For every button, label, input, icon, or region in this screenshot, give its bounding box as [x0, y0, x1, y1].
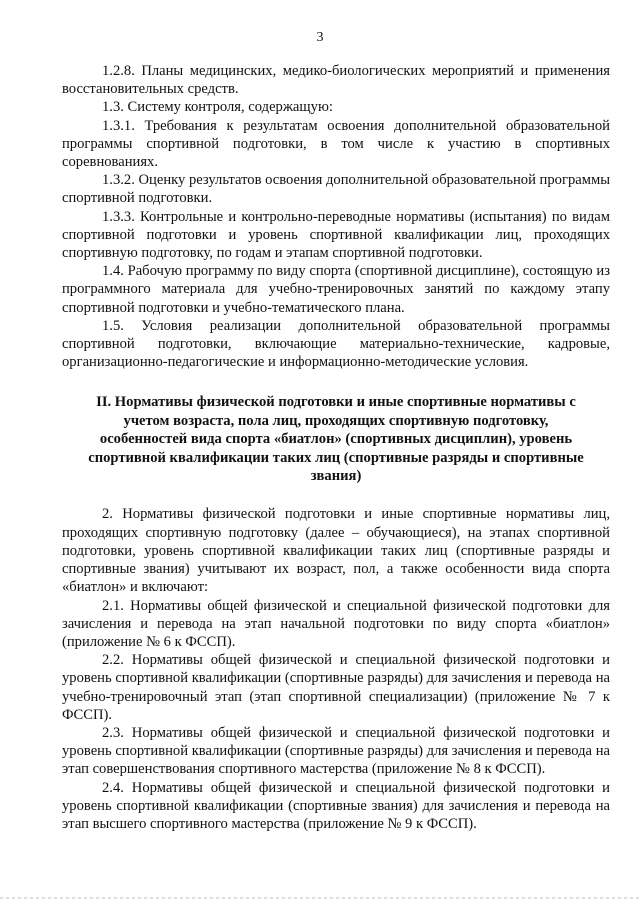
- paragraph-2-1: 2.1. Нормативы общей физической и специальной физической подготовки для зачисления и перевода на этап начальной подготовки по виду спорта «биатлон» (приложение № 6 к ФССП).: [62, 597, 610, 650]
- page-number: 3: [316, 30, 324, 45]
- paragraph-1-3-3: 1.3.3. Контрольные и контрольно-переводные нормативы (испытания) по видам спортивной подготовки и уровень спортивной квалификации лиц, проходящих спортивную подготовку, по годам и этапам спортивной подготовки.: [62, 208, 610, 262]
- paragraph-1-3: 1.3. Систему контроля, содержащую:: [102, 99, 333, 116]
- paragraph-2-3: 2.3. Нормативы общей физической и специальной физической подготовки и уровень спортивной квалификации (спортивные разряды) для зачисления и перевода на этап совершенствования спортивного мастерства (приложение № 8 к ФССП).: [62, 724, 610, 778]
- document-body: [62, 62, 610, 833]
- paragraph-1-4: 1.4. Рабочую программу по виду спорта (спортивной дисциплине), состоящую из программного материала для учебно-тренировочных занятий по каждому этапу спортивной подготовки и учебно-тематического плана.: [62, 263, 610, 316]
- paragraph-1-3-1: 1.3.1. Требования к результатам освоения дополнительной образовательной программы спортивной подготовки, в том числе к участию в спортивных соревнованиях.: [62, 117, 610, 171]
- paragraph-1-5: 1.5. Условия реализации дополнительной образовательной программы спортивной подготовки, включающие материально-технические, кадровые, организационно-педагогические и информационно-методические условия.: [62, 317, 610, 371]
- paragraph-1-3-2: 1.3.2. Оценку результатов освоения дополнительной образовательной программы спортивной подготовки.: [62, 172, 610, 207]
- paragraph-2-4: 2.4. Нормативы общей физической и специальной физической подготовки и уровень спортивной квалификации (спортивные звания) для зачисления и перевода на этап высшего спортивного мастерства (приложение № 9 к ФССП).: [62, 779, 610, 832]
- paragraph-2: 2. Нормативы физической подготовки и иные спортивные нормативы лиц, проходящих спортивную подготовку (далее – обучающиеся), на этапах спортивной подготовки, уровень спортивной квалификации таких лиц (спортивные разряды и спортивные звания) учитывают их возраст, пол, а также особенности вида спорта «биатлон» и включают:: [62, 506, 610, 596]
- paragraph-2-2: 2.2. Нормативы общей физической и специальной физической подготовки и уровень спортивной квалификации (спортивные разряды) для зачисления и перевода на учебно-тренировочный этап (этап спортивной специализации) (приложение № 7 к ФССП).: [62, 652, 610, 723]
- paragraph-1-2-8: 1.2.8. Планы медицинских, медико-биологических мероприятий и применения восстановительных средств.: [62, 63, 610, 98]
- section-heading: II. Нормативы физической подготовки и иные спортивные нормативы с учетом возраста, пола лиц, проходящих спортивную подготовку, особенностей вида спорта «биатлон» (спортивных дисциплин), уровень спортивной квалификации таких лиц (спортивные разряды и спортивные звания): [88, 394, 584, 485]
- scan-edge-line: [0, 897, 640, 899]
